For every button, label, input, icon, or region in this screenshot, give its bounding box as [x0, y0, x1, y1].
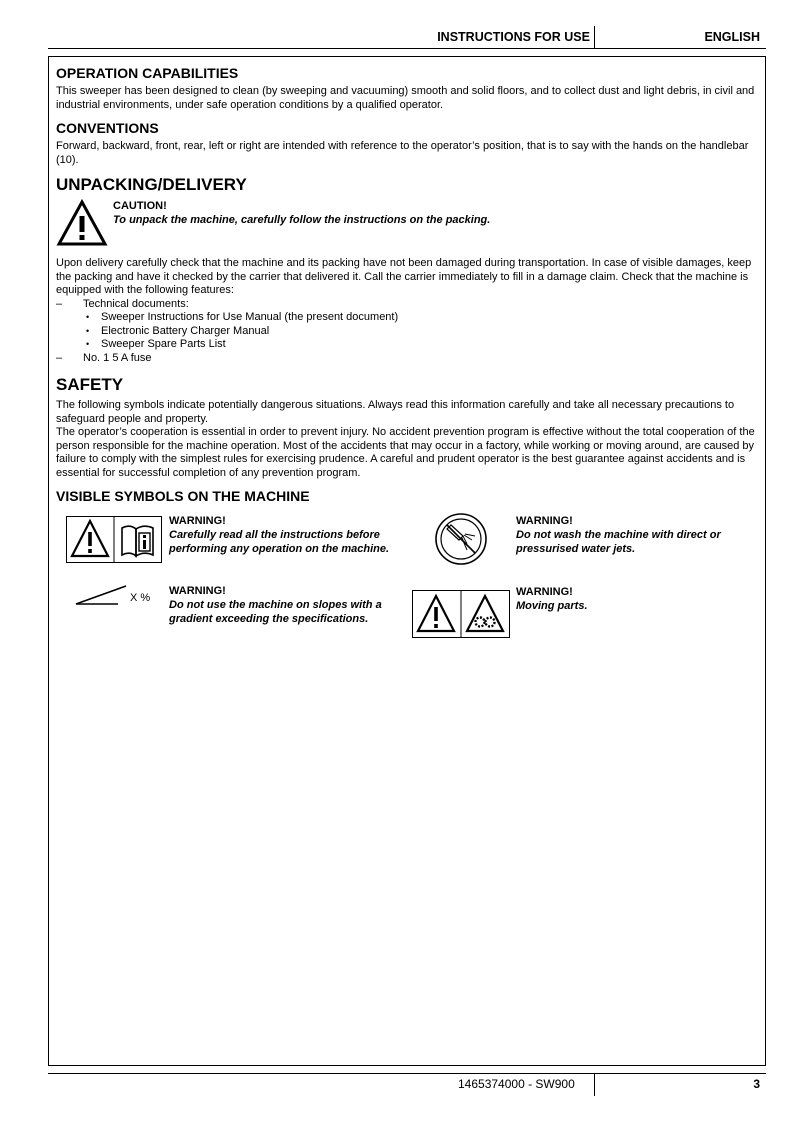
warning-label: WARNING! — [169, 515, 226, 527]
conventions-text: Forward, backward, front, rear, left or right are intended with reference to the operator’s position, that is to say with the hands on the handlebar (10). — [56, 140, 749, 166]
warning-text: Do not wash the machine with direct or pressurised water jets. — [516, 529, 721, 555]
list-item: – No. 1 5 A fuse — [56, 352, 758, 366]
moving-parts-icon — [412, 590, 510, 638]
safety-title: SAFETY — [56, 375, 124, 394]
symbol-read-instructions — [169, 514, 409, 556]
documents-list — [56, 311, 758, 352]
symbol-no-water-jets — [516, 514, 756, 556]
document-number: 1465374000 - SW900 — [458, 1077, 575, 1091]
operation-title: OPERATION CAPABILITIES — [56, 65, 239, 81]
conventions-title: CONVENTIONS — [56, 120, 159, 136]
page-number: 3 — [753, 1077, 760, 1091]
footer-divider — [594, 1074, 595, 1096]
symbol-slope — [169, 584, 414, 626]
operation-text: This sweeper has been designed to clean (by sweeping and vacuuming) smooth and solid floors, and to collect dust and light debris, in civil and industrial environments, under safe operation conditions by a qualified operator. — [56, 85, 755, 111]
unpacking-title: UNPACKING/DELIVERY — [56, 175, 247, 194]
read-manual-icon — [66, 516, 162, 563]
symbols-section — [56, 508, 758, 638]
page-content — [56, 61, 758, 638]
slope-icon — [74, 584, 130, 606]
symbol-moving-parts — [516, 585, 756, 613]
caution-title: CAUTION! — [113, 200, 167, 212]
list-item: • Electronic Battery Charger Manual — [56, 325, 758, 339]
list-item — [56, 298, 758, 352]
caution-box — [56, 199, 758, 247]
caution-text: To unpack the machine, carefully follow the instructions on the packing. — [113, 214, 491, 226]
warning-label: WARNING! — [516, 515, 573, 527]
warning-label: WARNING! — [169, 585, 226, 597]
caution-warning-icon — [56, 199, 108, 247]
technical-documents-label: Technical documents: — [83, 297, 189, 310]
header-divider — [594, 26, 595, 48]
safety-text-2: The operator’s cooperation is essential in order to prevent injury. No accident prevention program is effective without the total cooperation of the person responsible for the machine operation. Most of the accidents that may occur in a factory, while working or moving around, are caused by failure to comply with the simplest rules for exercising prudence. A careful and prudent operator is the best guarantee against accidents and is essential for successful completion of any prevention program. — [56, 426, 755, 479]
list-item: • Sweeper Spare Parts List — [56, 338, 758, 352]
header-section-title: INSTRUCTIONS FOR USE — [437, 30, 590, 44]
warning-text: Do not use the machine on slopes with a gradient exceeding the specifications. — [169, 599, 382, 625]
no-water-jet-icon — [434, 512, 488, 566]
unpacking-text: Upon delivery carefully check that the machine and its packing have not been damaged during transportation. In case of visible damages, keep the packing and have it checked by the carrier that delivered it. Call the carrier immediately to fill in a damage claim. Check that the machine is equipped with the following features: — [56, 257, 752, 296]
warning-label: WARNING! — [516, 586, 573, 598]
delivery-list — [56, 298, 758, 366]
warning-text: Moving parts. — [516, 600, 588, 612]
warning-text: Carefully read all the instructions before performing any operation on the machine. — [169, 529, 390, 555]
slope-percent-label: X % — [130, 592, 151, 604]
symbols-title: VISIBLE SYMBOLS ON THE MACHINE — [56, 488, 310, 504]
page-header — [48, 26, 766, 49]
safety-text-1: The following symbols indicate potentially dangerous situations. Always read this information carefully and take all necessary precautions to safeguard people and property. — [56, 399, 735, 425]
header-language: ENGLISH — [704, 30, 760, 44]
page-footer — [48, 1073, 766, 1096]
list-item: • Sweeper Instructions for Use Manual (the present document) — [56, 311, 758, 325]
